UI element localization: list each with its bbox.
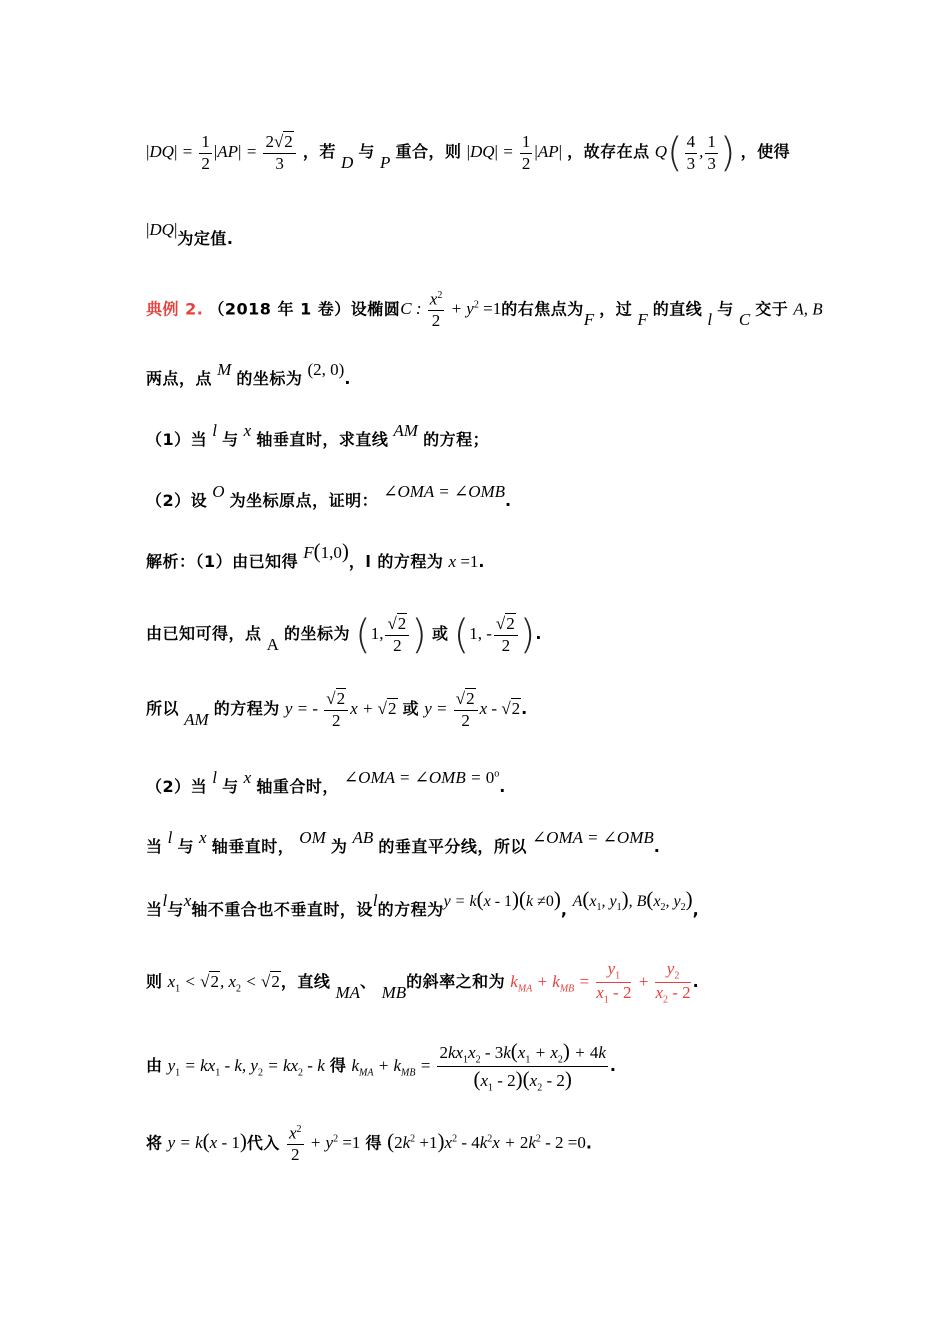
solution-1: 解析：（1）由已知得 F(1,0)，l 的方程为 x =1. xyxy=(146,539,485,571)
solution-5: 当 l 与 x 轴垂直时， OM 为 AB 的垂直平分线，所以 ∠OMA = ∠OMB. xyxy=(146,828,661,856)
text: （1）当 xyxy=(146,430,208,449)
text: 重合，则 xyxy=(395,141,462,161)
math-m: M xyxy=(217,360,232,379)
math-ab: AB xyxy=(352,828,374,847)
text: 与 xyxy=(222,430,239,449)
math-dq-abs: |DQ| xyxy=(146,220,178,239)
math-angle-eq: ∠OMA = ∠OMB xyxy=(531,828,654,847)
math-f-point: F(1,0) xyxy=(303,539,349,563)
text: 轴重合时， xyxy=(256,777,339,796)
text: 由已知可得，点 xyxy=(146,623,262,643)
math-l: l xyxy=(212,421,217,440)
math-l: l xyxy=(212,768,217,787)
question-1 xyxy=(146,421,826,450)
text: 与 xyxy=(717,299,734,319)
math-angle-zero: ∠OMA = ∠OMB = $0^o$ xyxy=(343,768,500,787)
math-o: O xyxy=(212,482,225,501)
math-f: F xyxy=(583,310,595,330)
text: 的直线 xyxy=(652,299,703,319)
solution-6: 当l与x轴不重合也不垂直时，设l的方程为y = k(x - 1)(k ≠0), $A(x_1$, $y_1$), $B(x_2$, $y_2$), xyxy=(146,887,700,919)
text: 轴垂直时， xyxy=(211,837,295,856)
math-x: x xyxy=(243,768,252,787)
text: 的斜率之和为 xyxy=(406,971,506,991)
text: 当 xyxy=(146,837,163,856)
text: 代入 xyxy=(246,1133,280,1153)
text: 的右焦点为 xyxy=(501,299,584,319)
math-a-coord-2: (1, - $\frac{√2}{2}$ ) xyxy=(453,612,536,658)
math-dq-half: |DQ| = $\frac{1}{2}$ |AP| xyxy=(466,131,563,173)
math-am: AM xyxy=(184,710,209,730)
text: 与 xyxy=(222,777,239,796)
text: 、 xyxy=(360,971,377,991)
text: 得 xyxy=(329,1055,347,1075)
text: 的坐标为 xyxy=(236,369,303,388)
solution-3: 所以 AM 的方程为 y = - $\frac{√2}{2}$ x + √2 或 y = $\frac{√2}{2}$ x - √2. xyxy=(146,689,528,730)
math-l: l xyxy=(162,891,168,910)
text: ，直线 xyxy=(280,971,331,991)
math-p: P xyxy=(379,152,391,172)
math-l: l xyxy=(372,891,378,910)
math-x-bounds: $x_1 < √2$, $x_2 < √2$ xyxy=(167,971,280,995)
math-x: x xyxy=(183,891,192,910)
text: ，故存在点 xyxy=(567,141,650,161)
text: 当 xyxy=(146,900,163,919)
math-line-eq: y = k(x - 1)(k ≠0) xyxy=(443,887,561,911)
text: 的方程； xyxy=(423,430,490,449)
text: 或 xyxy=(402,699,420,719)
math-slope-formula: $k_{MA} + k_{MB}$ = $\frac{2kx_1x_2 - 3k(x_1 + x_2) + 4k}{(x_1 - 2)(x_2 - 2)}$ xyxy=(351,1039,606,1094)
math-m-coord: (2, 0) xyxy=(307,360,345,379)
solution-9: 将 y = k(x - 1)代入 $\frac{x^2}{2}$ + $y^2 =1$ 得 $(2k^2 +1)x^2 - 4k^2x + 2k^2 - 2 =0$. xyxy=(146,1123,593,1165)
math-ellipse: C : $\frac{x^2}{2}$ + $y^2 =1$ xyxy=(400,289,502,331)
line-point-m: 两点，点 M 的坐标为 (2, 0). xyxy=(146,360,351,388)
math-om: OM xyxy=(299,828,326,847)
text: ，若 xyxy=(302,141,336,161)
math-c: C xyxy=(738,310,751,330)
solution-7: 则 $x_1 < √2$, $x_2 < √2$，直线 MA、 MB的斜率之和为 $k_{MA} + k_{MB}$ = $\frac{y_1}{x_1 - 2}$ + $\frac{y_2}{x_2 - 2}$ . xyxy=(146,959,700,1006)
text: 得 xyxy=(365,1133,383,1153)
text: 两点，点 xyxy=(146,369,213,388)
text: ，使得 xyxy=(740,141,791,161)
math-am: AM xyxy=(393,421,418,440)
text: 轴不重合也不垂直时，设 xyxy=(191,900,373,919)
math-am-eq-1: y = - $\frac{√2}{2}$ x + √2 xyxy=(284,689,397,730)
text: 将 xyxy=(146,1133,163,1153)
math-mb: MB xyxy=(381,982,407,1002)
text: ，过 xyxy=(599,299,633,319)
text: 的方程为 xyxy=(377,900,444,919)
math-x-eq-1: x =1 xyxy=(448,552,479,571)
text: 为 xyxy=(330,837,348,856)
text: 的坐标为 xyxy=(283,623,350,643)
math-angle-eq: ∠OMA = ∠OMB xyxy=(383,482,506,501)
math-am-eq-2: y = $\frac{√2}{2}$ x - √2 xyxy=(424,689,521,730)
math-line-sub: y = k(x - 1) xyxy=(167,1129,247,1154)
math-a: A xyxy=(266,634,279,654)
text: 为定值. xyxy=(177,229,234,248)
text: 所以 xyxy=(146,699,180,719)
text: （2018 年 1 卷）设椭圆 xyxy=(208,299,401,319)
text: 与 xyxy=(358,141,375,161)
math-ellipse-eq: $\frac{x^2}{2}$ + $y^2 =1$ xyxy=(289,1123,361,1165)
line-dq-const xyxy=(146,220,826,249)
math-d: D xyxy=(340,152,354,172)
text: 则 xyxy=(146,971,163,991)
math-f: F xyxy=(637,310,648,330)
math-a-coord-1: (1, $\frac{√2}{2}$ ) xyxy=(355,612,427,658)
text: 由 xyxy=(146,1055,163,1075)
text: 交于 xyxy=(755,299,789,319)
solution-8: 由 $y_1 = kx_1 - k$, $y_2 = kx_2 - k$ 得 $k_{MA} + k_{MB}$ = $\frac{2kx_1x_2 - 3k(x_1 + x_2) + 4k}{(x_1 - 2)(x_2 - 2)}$ . xyxy=(146,1039,617,1094)
text: 轴垂直时，求直线 xyxy=(256,430,389,449)
solution-2: 由已知可得，点 A 的坐标为 (1, $\frac{√2}{2}$ ) 或 (1, - $\frac{√2}{2}$ ). xyxy=(146,612,542,658)
math-x: x xyxy=(243,421,252,440)
math-quadratic: $(2k^2 +1)x^2 - 4k^2x + 2k^2 - 2 =0$ xyxy=(387,1129,586,1154)
text: 为坐标原点，证明： xyxy=(229,491,379,510)
example-label: 典例 2. xyxy=(146,299,204,319)
text: 与 xyxy=(177,837,194,856)
math-q-point: Q( $\frac{4}{3}$ , $\frac{1}{3}$ ) xyxy=(654,130,736,176)
text: 与 xyxy=(167,900,184,919)
text: （2）设 xyxy=(146,491,208,510)
math-l: l xyxy=(167,828,173,847)
math-points-ab: $A(x_1$, $y_1$), $B(x_2$, $y_2$) xyxy=(572,887,693,914)
text: ，l 的方程为 xyxy=(348,552,444,571)
solution-4: （2）当 l 与 x 轴重合时， ∠OMA = ∠OMB = $0^o$. xyxy=(146,768,506,796)
text: 的方程为 xyxy=(213,699,280,719)
math-y-sub: $y_1 = kx_1 - k$, $y_2 = kx_2 - k$ xyxy=(167,1055,325,1079)
math-l: l xyxy=(707,310,713,330)
question-2: （2）设 O 为坐标原点，证明： ∠OMA = ∠OMB. xyxy=(146,482,512,510)
text: （2）当 xyxy=(146,777,208,796)
math-slope-sum: $k_{MA} + k_{MB}$ = $\frac{y_1}{x_1 - 2}$ + $\frac{y_2}{x_2 - 2}$ xyxy=(510,959,691,1006)
text: 或 xyxy=(432,623,449,643)
math-x: x xyxy=(199,828,207,847)
example-2-header xyxy=(146,290,826,331)
math-ma: MA xyxy=(335,982,361,1002)
text: 解析：（1）由已知得 xyxy=(146,552,299,571)
text: 的垂直平分线，所以 xyxy=(378,837,527,856)
math-ab: A, B xyxy=(793,299,823,319)
math-dq-eq: |DQ| = $\frac{1}{2}$ |AP| = $\frac{2√2}{3}$ xyxy=(146,142,298,161)
line-dq-ap xyxy=(146,130,826,176)
